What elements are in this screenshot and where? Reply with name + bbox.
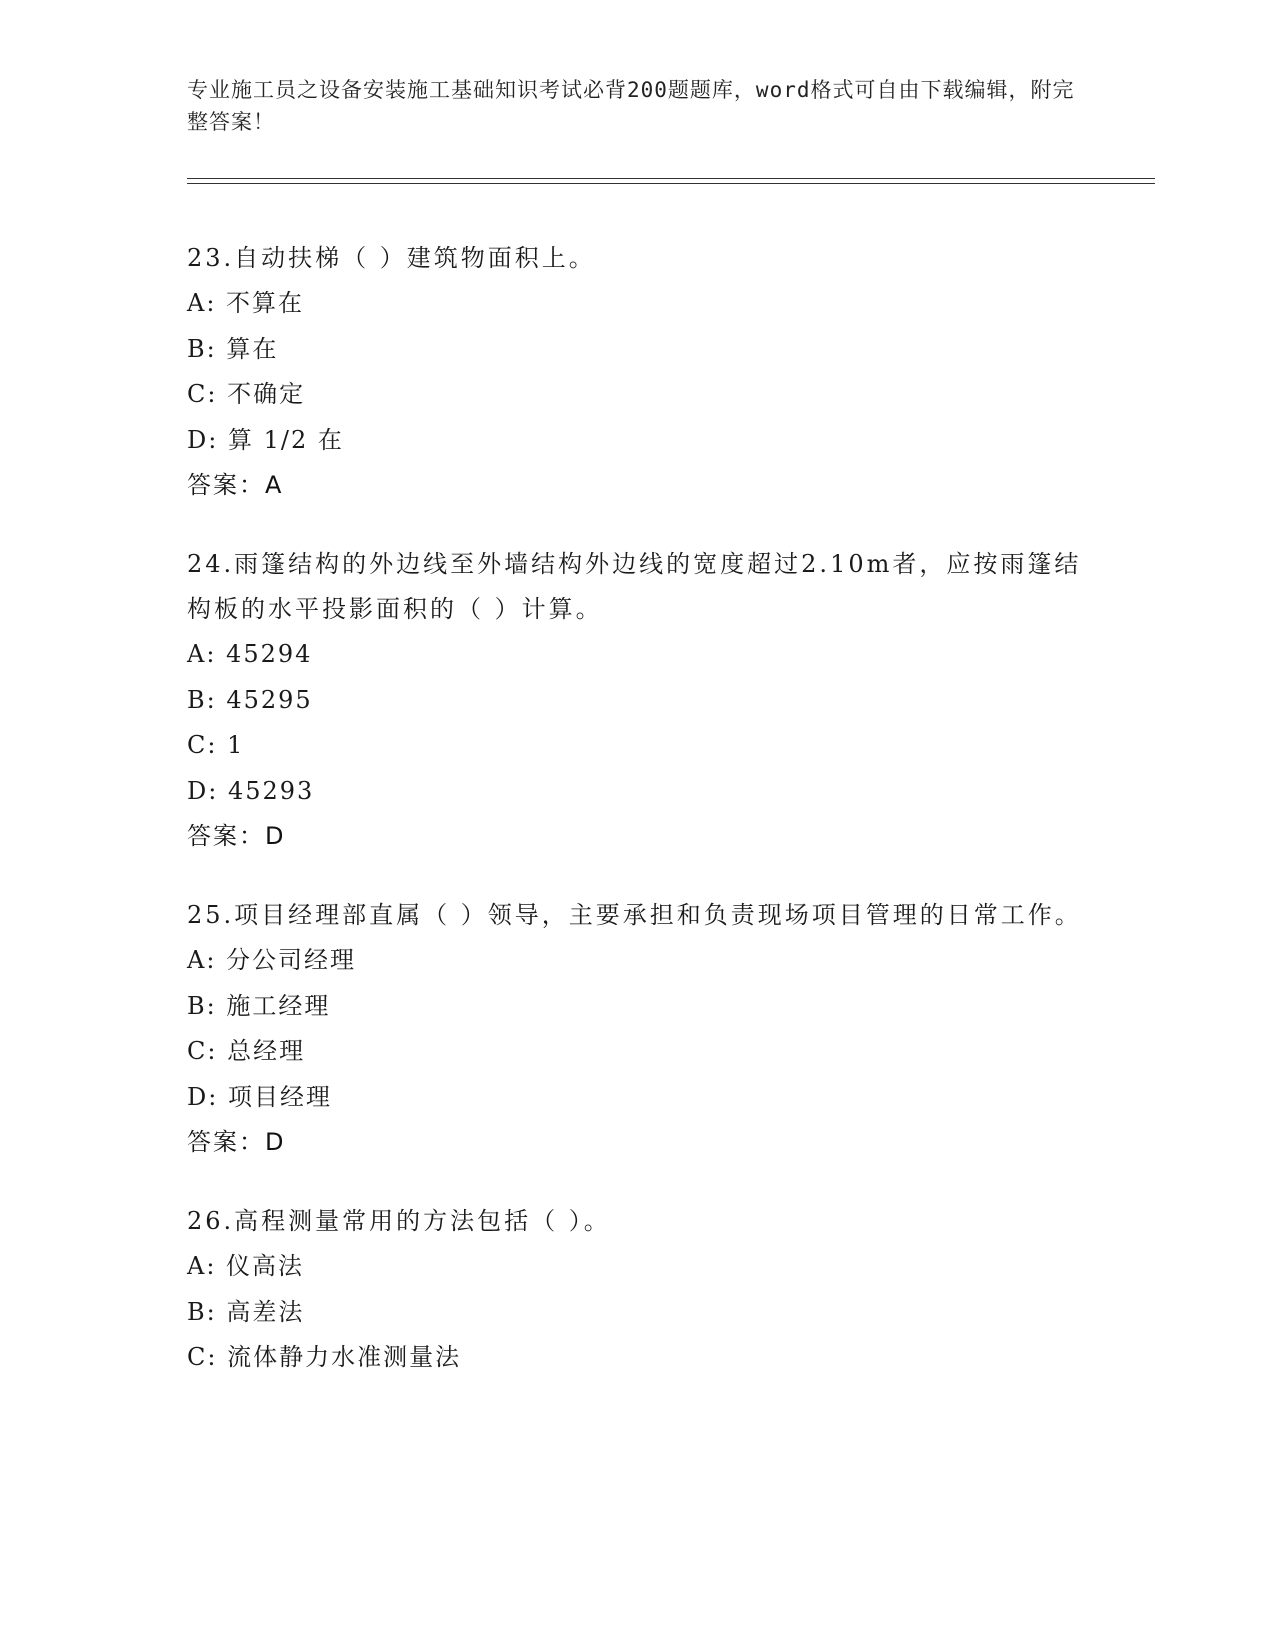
option-a: A: 分公司经理 [187, 946, 357, 974]
option-a: A: 不算在 [187, 289, 305, 317]
question-stem: 26.高程测量常用的方法包括（ ）。 [187, 1207, 611, 1235]
option-b: B: 高差法 [187, 1297, 305, 1326]
question-list [187, 236, 1087, 1415]
header-divider-bottom [187, 183, 1155, 184]
question-24 [187, 542, 1087, 859]
document-header: 专业施工员之设备安装施工基础知识考试必背200题题库，word格式可自由下载编辑，附完整答案！ [187, 78, 1075, 134]
option-d: D: 算 1/2 在 [187, 425, 344, 454]
answer-label: 答案：D [187, 1128, 286, 1156]
option-a: A: 仪高法 [187, 1252, 305, 1280]
question-stem: 23.自动扶梯（ ）建筑物面积上。 [187, 244, 596, 272]
option-c: C: 流体静力水准测量法 [187, 1343, 462, 1371]
question-stem: 24.雨篷结构的外边线至外墙结构外边线的宽度超过2.10m者，应按雨篷结构板的水平投影面积的（ ）计算。 [187, 550, 1082, 623]
option-d: D: 项目经理 [187, 1082, 332, 1111]
question-23 [187, 236, 1087, 508]
option-b: B: 施工经理 [187, 991, 331, 1020]
option-c: C: 总经理 [187, 1037, 306, 1065]
question-stem: 25.项目经理部直属（ ）领导，主要承担和负责现场项目管理的日常工作。 [187, 901, 1082, 929]
header-divider-top [187, 178, 1155, 179]
question-25 [187, 893, 1087, 1165]
option-c: C: 不确定 [187, 380, 306, 408]
option-b: B: 算在 [187, 334, 279, 363]
option-c: C: 1 [187, 731, 245, 759]
question-26 [187, 1199, 1087, 1381]
option-a: A: 45294 [187, 640, 313, 668]
option-b: B: 45295 [187, 685, 313, 714]
answer-label: 答案：A [187, 471, 284, 499]
answer-label: 答案：D [187, 822, 286, 850]
option-d: D: 45293 [187, 776, 315, 805]
